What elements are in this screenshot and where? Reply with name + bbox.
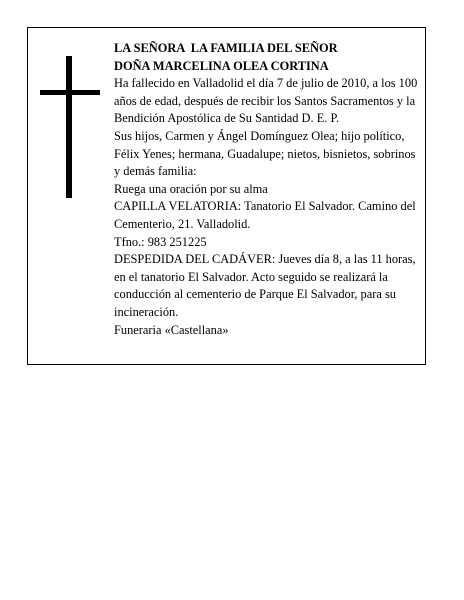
death-announcement: Ha fallecido en Valladolid el día 7 de julio de 2010, a los 100 años de edad, después de recibir los Santos Sacramentos y la Bendición Apostólica de Su Santidad D. E. P. — [114, 76, 418, 126]
chapel-info: CAPILLA VELATORIA: Tanatorio El Salvador. Camino del Cementerio, 21. Valladolid. — [114, 199, 416, 231]
cross-icon — [40, 56, 100, 198]
prayer-request: Ruega una oración por su alma — [114, 181, 268, 196]
family-members: Sus hijos, Carmen y Ángel Domínguez Olea; hijo político, Félix Yenes; hermana, Guadalupe; nietos, bisnietos, sobrinos y demás familia: — [114, 128, 416, 179]
obituary-notice — [27, 27, 426, 365]
cross-horizontal-bar — [40, 90, 100, 95]
heading-line-2: DOÑA MARCELINA OLEA CORTINA — [114, 58, 329, 73]
farewell-info: DESPEDIDA DEL CADÁVER: Jueves día 8, a las 11 horas, en el tanatorio El Salvador. Acto seguido se realizará la conducción al cementerio de Parque El Salvador, para su incineración. — [114, 252, 416, 319]
notice-text — [114, 40, 420, 339]
cross-vertical-bar — [66, 56, 72, 198]
funeral-home: Funeraria «Castellana» — [114, 322, 229, 337]
phone-number: Tfno.: 983 251225 — [114, 234, 207, 249]
heading-line-1: LA SEÑORA LA FAMILIA DEL SEÑOR — [114, 41, 338, 55]
